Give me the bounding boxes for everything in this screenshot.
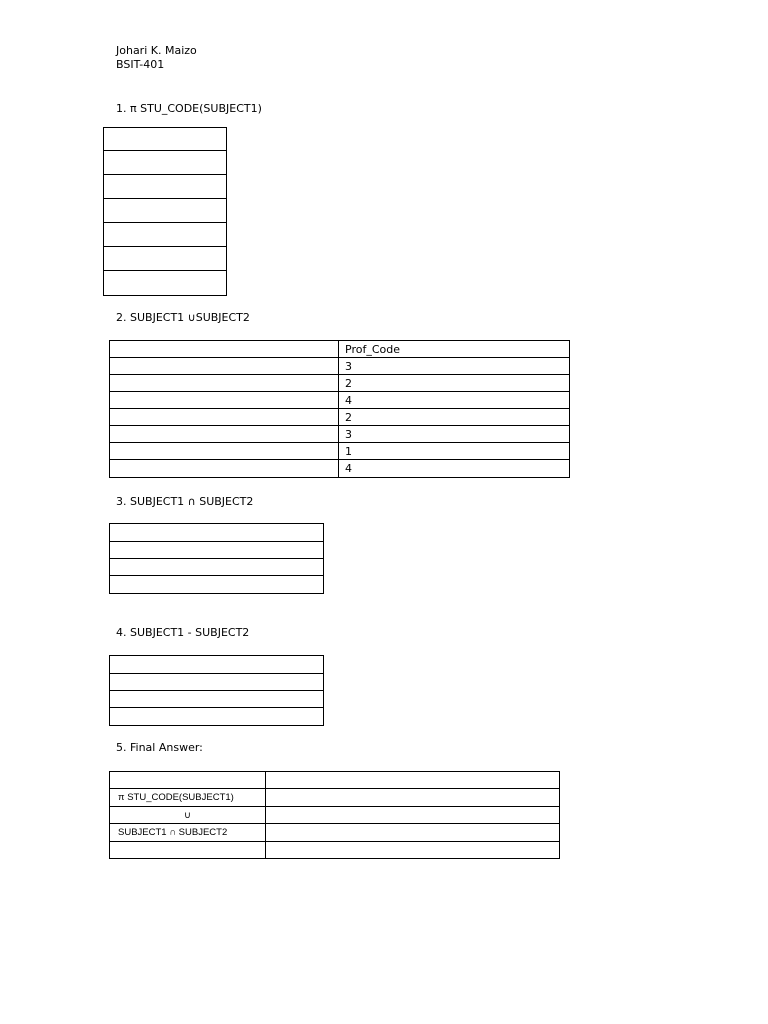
q3-table <box>109 523 324 594</box>
prof-code-cell: 3 <box>339 426 570 443</box>
q5-table <box>109 771 560 859</box>
table-cell <box>104 199 227 223</box>
table-row <box>110 807 560 824</box>
table-cell <box>110 358 339 375</box>
table-row <box>110 392 570 409</box>
table-cell <box>110 842 266 859</box>
prof-code-cell: 1 <box>339 443 570 460</box>
table-cell <box>110 674 324 691</box>
table-cell <box>104 128 227 151</box>
table-cell <box>110 392 339 409</box>
prof-code-cell: 4 <box>339 460 570 478</box>
table-row <box>110 358 570 375</box>
table-cell <box>104 151 227 175</box>
table-row <box>104 271 227 296</box>
table-cell <box>266 789 560 807</box>
prof-code-header: Prof_Code <box>339 341 570 358</box>
table-cell <box>110 772 266 789</box>
table-cell <box>110 542 324 559</box>
q4-heading: 4. SUBJECT1 - SUBJECT2 <box>116 626 250 639</box>
union-symbol-cell: ∪ <box>110 807 266 824</box>
table-row <box>110 674 324 691</box>
table-row <box>110 559 324 576</box>
table-row <box>110 460 570 478</box>
table-row <box>110 842 560 859</box>
table-row <box>110 426 570 443</box>
table-cell <box>266 807 560 824</box>
table-row <box>104 151 227 175</box>
prof-code-cell: 3 <box>339 358 570 375</box>
table-cell <box>110 656 324 674</box>
q2-table <box>109 340 570 478</box>
table-cell <box>110 708 324 726</box>
prof-code-cell: 4 <box>339 392 570 409</box>
table-row <box>110 656 324 674</box>
table-cell <box>104 271 227 296</box>
projection-cell: π STU_CODE(SUBJECT1) <box>110 789 266 807</box>
table-row <box>110 409 570 426</box>
table-row <box>104 199 227 223</box>
table-cell <box>266 842 560 859</box>
table-row <box>110 789 560 807</box>
table-row <box>104 223 227 247</box>
prof-code-cell: 2 <box>339 375 570 392</box>
table-cell <box>110 691 324 708</box>
q1-table <box>103 127 227 296</box>
q5-heading: 5. Final Answer: <box>116 741 203 754</box>
table-cell <box>266 824 560 842</box>
q4-table <box>109 655 324 726</box>
q2-heading: 2. SUBJECT1 ∪SUBJECT2 <box>116 311 250 324</box>
table-cell <box>104 247 227 271</box>
q1-heading: 1. π STU_CODE(SUBJECT1) <box>116 102 262 115</box>
table-row <box>104 175 227 199</box>
table-row <box>110 772 560 789</box>
table-cell <box>110 409 339 426</box>
table-row <box>104 128 227 151</box>
prof-code-cell: 2 <box>339 409 570 426</box>
table-cell <box>104 223 227 247</box>
table-cell <box>110 443 339 460</box>
table-row <box>110 443 570 460</box>
table-row <box>104 247 227 271</box>
student-name: Johari K. Maizo <box>116 44 197 57</box>
table-cell <box>104 175 227 199</box>
table-cell <box>110 341 339 358</box>
intersection-cell: SUBJECT1 ∩ SUBJECT2 <box>110 824 266 842</box>
table-row <box>110 375 570 392</box>
table-row <box>110 341 570 358</box>
table-cell <box>110 375 339 392</box>
table-row <box>110 524 324 542</box>
table-row <box>110 824 560 842</box>
q3-heading: 3. SUBJECT1 ∩ SUBJECT2 <box>116 495 254 508</box>
table-row <box>110 542 324 559</box>
table-cell <box>110 460 339 478</box>
table-cell <box>110 426 339 443</box>
table-row <box>110 708 324 726</box>
table-cell <box>110 559 324 576</box>
table-cell <box>110 576 324 594</box>
table-cell <box>110 524 324 542</box>
student-section: BSIT-401 <box>116 58 165 71</box>
table-row <box>110 691 324 708</box>
table-cell <box>266 772 560 789</box>
table-row <box>110 576 324 594</box>
